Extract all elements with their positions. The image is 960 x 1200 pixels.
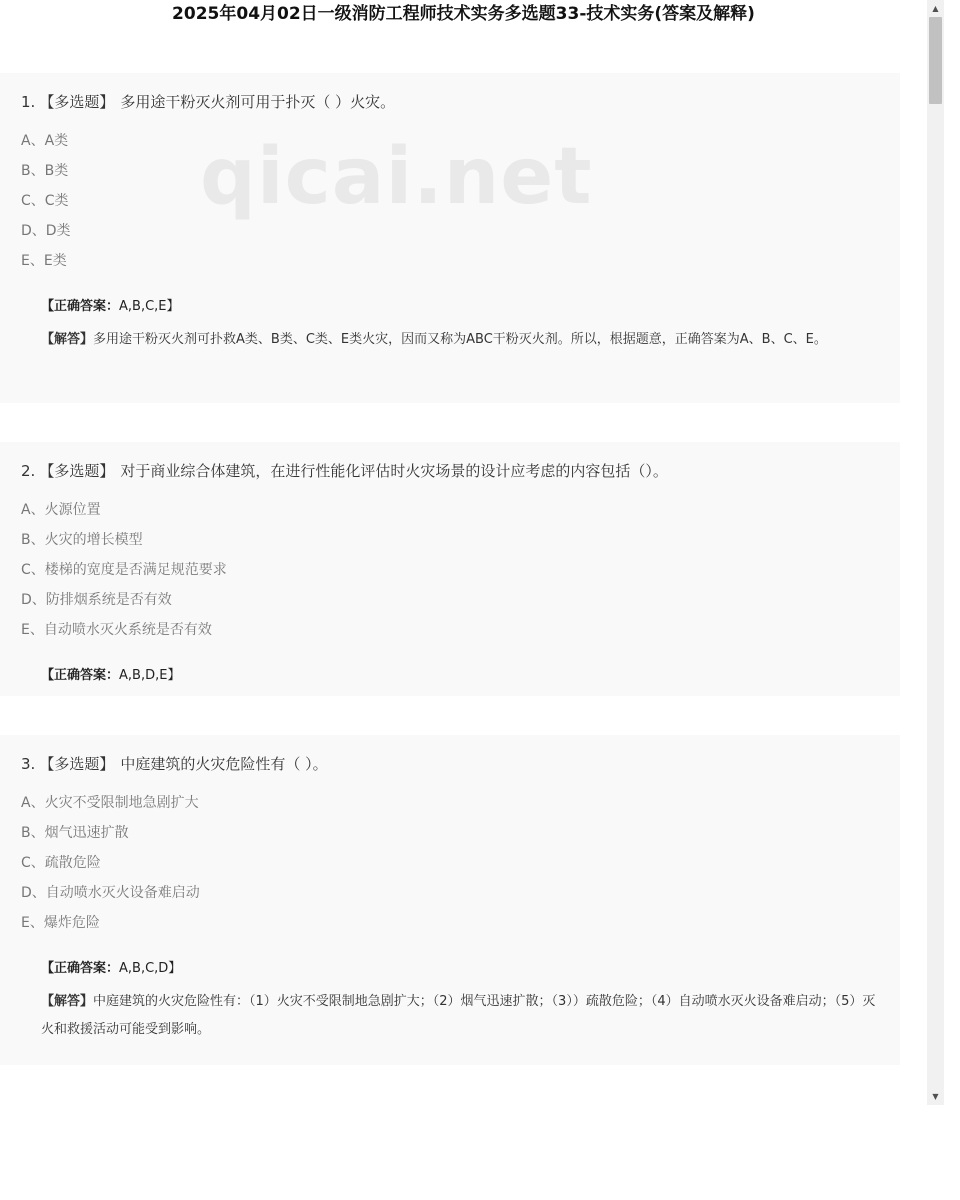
vertical-scrollbar[interactable] — [927, 0, 944, 1105]
answer-label: 【正确答案： — [41, 299, 120, 314]
answer-label: 【正确答案： — [41, 668, 120, 683]
question-stem — [21, 460, 668, 481]
option-a[interactable] — [21, 494, 227, 524]
explanation — [41, 988, 876, 1044]
option-letter: B、 — [21, 163, 45, 179]
option-e[interactable] — [21, 907, 200, 937]
option-list — [21, 494, 227, 644]
scrollbar-thumb[interactable] — [929, 17, 942, 104]
option-d[interactable] — [21, 584, 227, 614]
page-title: 2025年04月02日一级消防工程师技术实务多选题33-技术实务(答案及解释) — [172, 4, 755, 24]
option-letter: D、 — [21, 592, 46, 608]
option-text: 烟气迅速扩散 — [44, 825, 129, 841]
option-list — [21, 787, 200, 937]
correct-answer — [41, 295, 180, 314]
option-b[interactable] — [21, 817, 200, 847]
option-list — [21, 125, 71, 275]
option-text: 楼梯的宽度是否满足规范要求 — [44, 562, 227, 578]
answer-value: A,B,D,E】 — [119, 668, 181, 683]
option-text: E类 — [43, 253, 67, 269]
answer-value: A,B,C,D】 — [119, 961, 182, 976]
option-text: 疏散危险 — [44, 855, 101, 871]
correct-answer — [41, 957, 181, 976]
explanation-label: 【解答】 — [41, 994, 94, 1009]
correct-answer — [41, 664, 180, 683]
option-letter: E、 — [21, 253, 44, 269]
triangle-down-icon[interactable]: ▼ — [932, 1092, 939, 1101]
option-c[interactable] — [21, 847, 200, 877]
option-a[interactable] — [21, 125, 71, 155]
option-a[interactable] — [21, 787, 200, 817]
option-letter: D、 — [21, 223, 46, 239]
question-number: 2. — [21, 462, 36, 480]
option-letter: A、 — [21, 133, 45, 149]
question-card-3 — [0, 735, 900, 1065]
question-stem — [21, 753, 328, 774]
explanation-label: 【解答】 — [41, 332, 94, 347]
question-card-2 — [0, 442, 900, 696]
site-watermark: qicai.net — [200, 132, 593, 222]
question-type-badge: 【多选题】 — [39, 462, 115, 480]
option-text: B类 — [44, 163, 69, 179]
option-text: 火源位置 — [44, 502, 101, 518]
question-text: 中庭建筑的火灾危险性有（ ）。 — [120, 755, 328, 773]
option-c[interactable] — [21, 185, 71, 215]
explanation-text: 多用途干粉灭火剂可扑救A类、B类、C类、E类火灾，因而又称为ABC干粉灭火剂。所以，根据题意，正确答案为A、B、C、E。 — [93, 332, 827, 347]
option-letter: B、 — [21, 825, 45, 841]
explanation — [41, 326, 876, 354]
question-stem — [21, 91, 395, 112]
option-letter: C、 — [21, 562, 45, 578]
option-e[interactable] — [21, 614, 227, 644]
option-letter: B、 — [21, 532, 45, 548]
option-letter: E、 — [21, 622, 44, 638]
option-b[interactable] — [21, 524, 227, 554]
triangle-up-icon[interactable]: ▲ — [932, 4, 939, 13]
option-text: A类 — [44, 133, 69, 149]
option-b[interactable] — [21, 155, 71, 185]
option-d[interactable] — [21, 877, 200, 907]
option-text: 自动喷水灭火设备难启动 — [45, 885, 200, 901]
option-text: 自动喷水灭火系统是否有效 — [43, 622, 212, 638]
question-number: 3. — [21, 755, 36, 773]
question-card-1 — [0, 73, 900, 403]
option-text: C类 — [44, 193, 69, 209]
option-text: 防排烟系统是否有效 — [45, 592, 172, 608]
option-c[interactable] — [21, 554, 227, 584]
option-text: D类 — [45, 223, 71, 239]
option-text: 火灾不受限制地急剧扩大 — [44, 795, 199, 811]
answer-label: 【正确答案： — [41, 961, 120, 976]
question-text: 多用途干粉灭火剂可用于扑灭（ ）火灾。 — [120, 93, 396, 111]
option-letter: A、 — [21, 502, 45, 518]
option-text: 爆炸危险 — [43, 915, 100, 931]
question-type-badge: 【多选题】 — [39, 755, 115, 773]
question-type-badge: 【多选题】 — [39, 93, 115, 111]
answer-value: A,B,C,E】 — [119, 299, 180, 314]
option-letter: A、 — [21, 795, 45, 811]
question-text: 对于商业综合体建筑，在进行性能化评估时火灾场景的设计应考虑的内容包括（）。 — [120, 462, 668, 480]
option-letter: C、 — [21, 855, 45, 871]
option-letter: D、 — [21, 885, 46, 901]
option-e[interactable] — [21, 245, 71, 275]
option-letter: C、 — [21, 193, 45, 209]
question-number: 1. — [21, 93, 36, 111]
explanation-text: 中庭建筑的火灾危险性有：（1）火灾不受限制地急剧扩大；（2）烟气迅速扩散；（3））疏散危险；（4）自动喷水灭火设备难启动；（5）灭火和救援活动可能受到影响。 — [41, 994, 876, 1037]
option-d[interactable] — [21, 215, 71, 245]
option-letter: E、 — [21, 915, 44, 931]
option-text: 火灾的增长模型 — [44, 532, 143, 548]
